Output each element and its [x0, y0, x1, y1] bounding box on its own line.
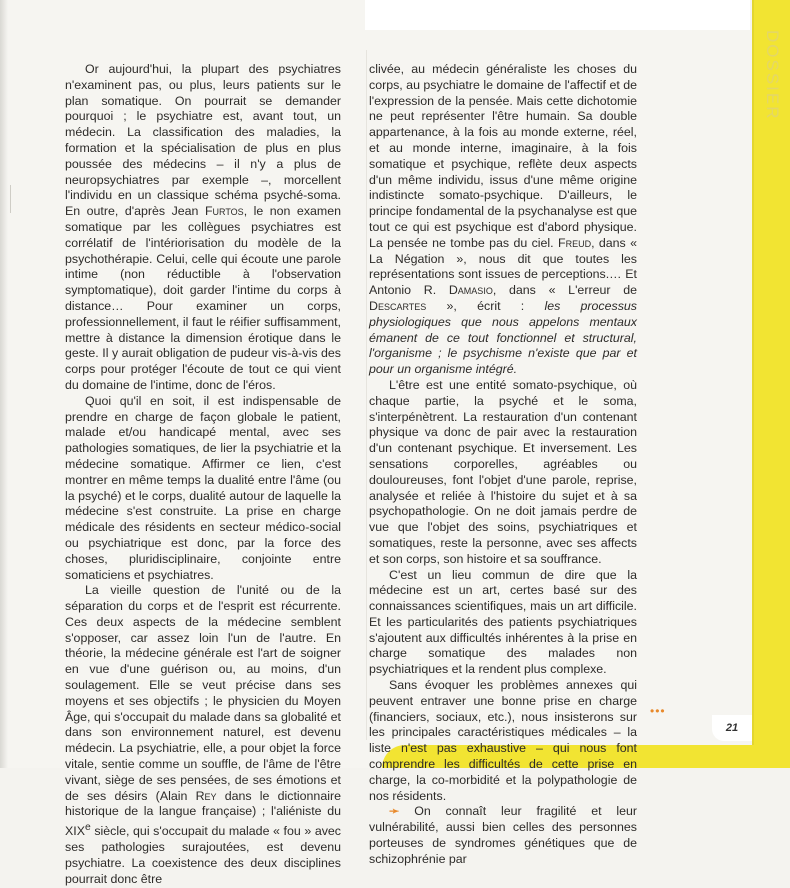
author-name: Furtos	[204, 204, 244, 219]
top-white-area	[365, 0, 750, 30]
margin-mark	[10, 185, 11, 213]
left-column	[65, 62, 341, 888]
arrow-icon: ➛	[389, 804, 400, 819]
section-label: DOSSIER	[763, 30, 782, 121]
quote: les processus physiologiques que nous appelons mentaux émanent de ce tout fonctionnel et structural, l'organisme ; le psychisme n'existe que par et pour un organisme intégré.	[369, 298, 637, 377]
left-paragraph-2: Quoi qu'il en soit, il est indispensable de prendre en charge de façon globale le patient, malade et/ou handicapé mental, avec ses pathologies somatiques, de lier la psychiatrie et la médecine somatique. Affirmer ce lien, c'est montrer en même temps la dualité entre l'âme (ou la psyché) et le corps, dualité autour de laquelle la médecine s'est construite. La prise en charge médicale des résidents en secteur médico-social ou psychiatrique est donc, par la force des choses, pluridisciplinaire, conjointe entre somaticiens et psychiatres.	[65, 393, 341, 582]
author-name: Rey	[195, 788, 217, 803]
page-number: 21	[712, 715, 752, 741]
author-name: Descartes	[369, 298, 427, 313]
author-name: Damasio	[448, 283, 493, 298]
right-paragraph-2: L'être est une entité somato-psychique, où chaque partie, la psyché et le soma, s'interpénètrent. La restauration d'un contenant physique va donc de pair avec la restauration d'un contenant psychique. Et inversement. Les sensations corporelles, agréables ou douloureuses, font l'objet d'une parole, reprise, analysée et reliée à l'histoire du sujet et à sa psychopathologie. On ne doit jamais perdre de vue que l'objet des soins, psychiatriques et somatiques, reste la personne, avec ses affects et son corps, son histoire et sa souffrance.	[369, 377, 637, 566]
author-name: Freud	[558, 235, 592, 250]
right-paragraph-3: C'est un lieu commun de dire que la médecine est un art, certes basé sur des connaissances scientifiques, mais un art difficile. Et les particularités des patients psychiatriques s'ajoutent aux difficultés inhérentes à la prise en charge somatique des malades non psychiatriques et la rendent plus complexe.	[369, 567, 637, 677]
left-paragraph-1: Or aujourd'hui, la plupart des psychiatres n'examinent pas, ou plus, leurs patients sur le plan somatique. On pourrait se demander pourquoi ; le psychiatre est, avant tout, un médecin. La classification des maladies, la formation et la spécialisation de plus en plus poussée des médecins – il n'y a plus de neuropsychiatres par exemple –, morcellent l'individu en un classique schéma psyché-soma. En outre, d'après Jean Furtos, le non examen somatique par les collègues psychiatres est corrélatif de l'intériorisation du modèle de la psychothérapie. Celui, celle qui écoute une parole intime (non réductible à l'observation symptomatique), doit garder l'intime du corps à distance… Pour examiner un corps, professionnellement, il faut le réifier suffisamment, mettre à distance la dimension érotique dans le geste. Il y aurait obligation de pudeur vis-à-vis des corps pour protéger l'écoute de tout ce qui vient du domaine de l'intime, donc de l'éros.	[65, 62, 342, 392]
right-paragraph-5: ➛ On connaît leur fragilité et leur vulnérabilité, aussi bien celles des personnes porteuses de syndromes génétiques que de schizophrénie par	[369, 804, 637, 866]
binding-shadow	[0, 0, 8, 768]
left-paragraph-3: La vieille question de l'unité ou de la séparation du corps et de l'esprit est récurrente. Ces deux aspects de la médecine semblent s'opposer, car assez loin l'un de l'autre. En théorie, la médecine générale est l'art de soigner en vue d'une guérison ou, au moins, d'un soulagement. Elle se veut précise dans ses moyens et ses objectifs ; le physicien du Moyen Âge, qui s'occupait du malade dans sa globalité et dans son environnement naturel, est devenu médecin. La psychiatrie, elle, a pour objet la force vitale, sentie comme un souffle, de l'âme de l'être vivant, siège de ses pensées, de ses émotions et de ses désirs (Alain Rey dans le dictionnaire historique de la langue française) ; l'aliéniste du XIXe siècle, qui s'occupait du malade « fou » avec ses pathologies surajoutées, est devenu psychiatre. La coexistence des deux disciplines pourrait donc être	[65, 583, 341, 886]
column-divider	[366, 50, 367, 740]
right-paragraph-4: Sans évoquer les problèmes annexes qui peuvent entraver une bonne prise en charge (financiers, sociaux, etc.), nous insisterons sur les principales caractéristiques médicales – la liste n'est pas exhaustive – qui nous font comprendre les difficultés de cette prise en charge, la co-morbidité et la polypathologie de nos résidents.	[369, 678, 637, 803]
right-column	[369, 62, 637, 868]
continuation-dots: •••	[650, 704, 666, 718]
right-paragraph-1: clivée, au médecin généraliste les choses du corps, au psychiatre le domaine de l'affectif et de l'expression de la pensée. Mais cette dichotomie ne peut représenter l'être humain. Sa double appartenance, à la fois au monde externe, réel, et au monde interne, imaginaire, à la fois somatique et psychique, reflète deux aspects d'un même individu, issus d'une même origine indistincte somato-psychique. D'ailleurs, le principe fondamental de la psychanalyse est que tout ce qui est psychique est d'abord physique. La pensée ne tombe pas du ciel. Freud, dans « La Négation », nous dit que toutes les représentations sont issues de perceptions.… Et Antonio R. Damasio, dans « L'erreur de Descartes », écrit : les processus physiologiques que nous appelons mentaux émanent de ce tout fonctionnel et structural, l'organisme ; le psychisme n'existe que par et pour un organisme intégré.	[369, 62, 638, 377]
